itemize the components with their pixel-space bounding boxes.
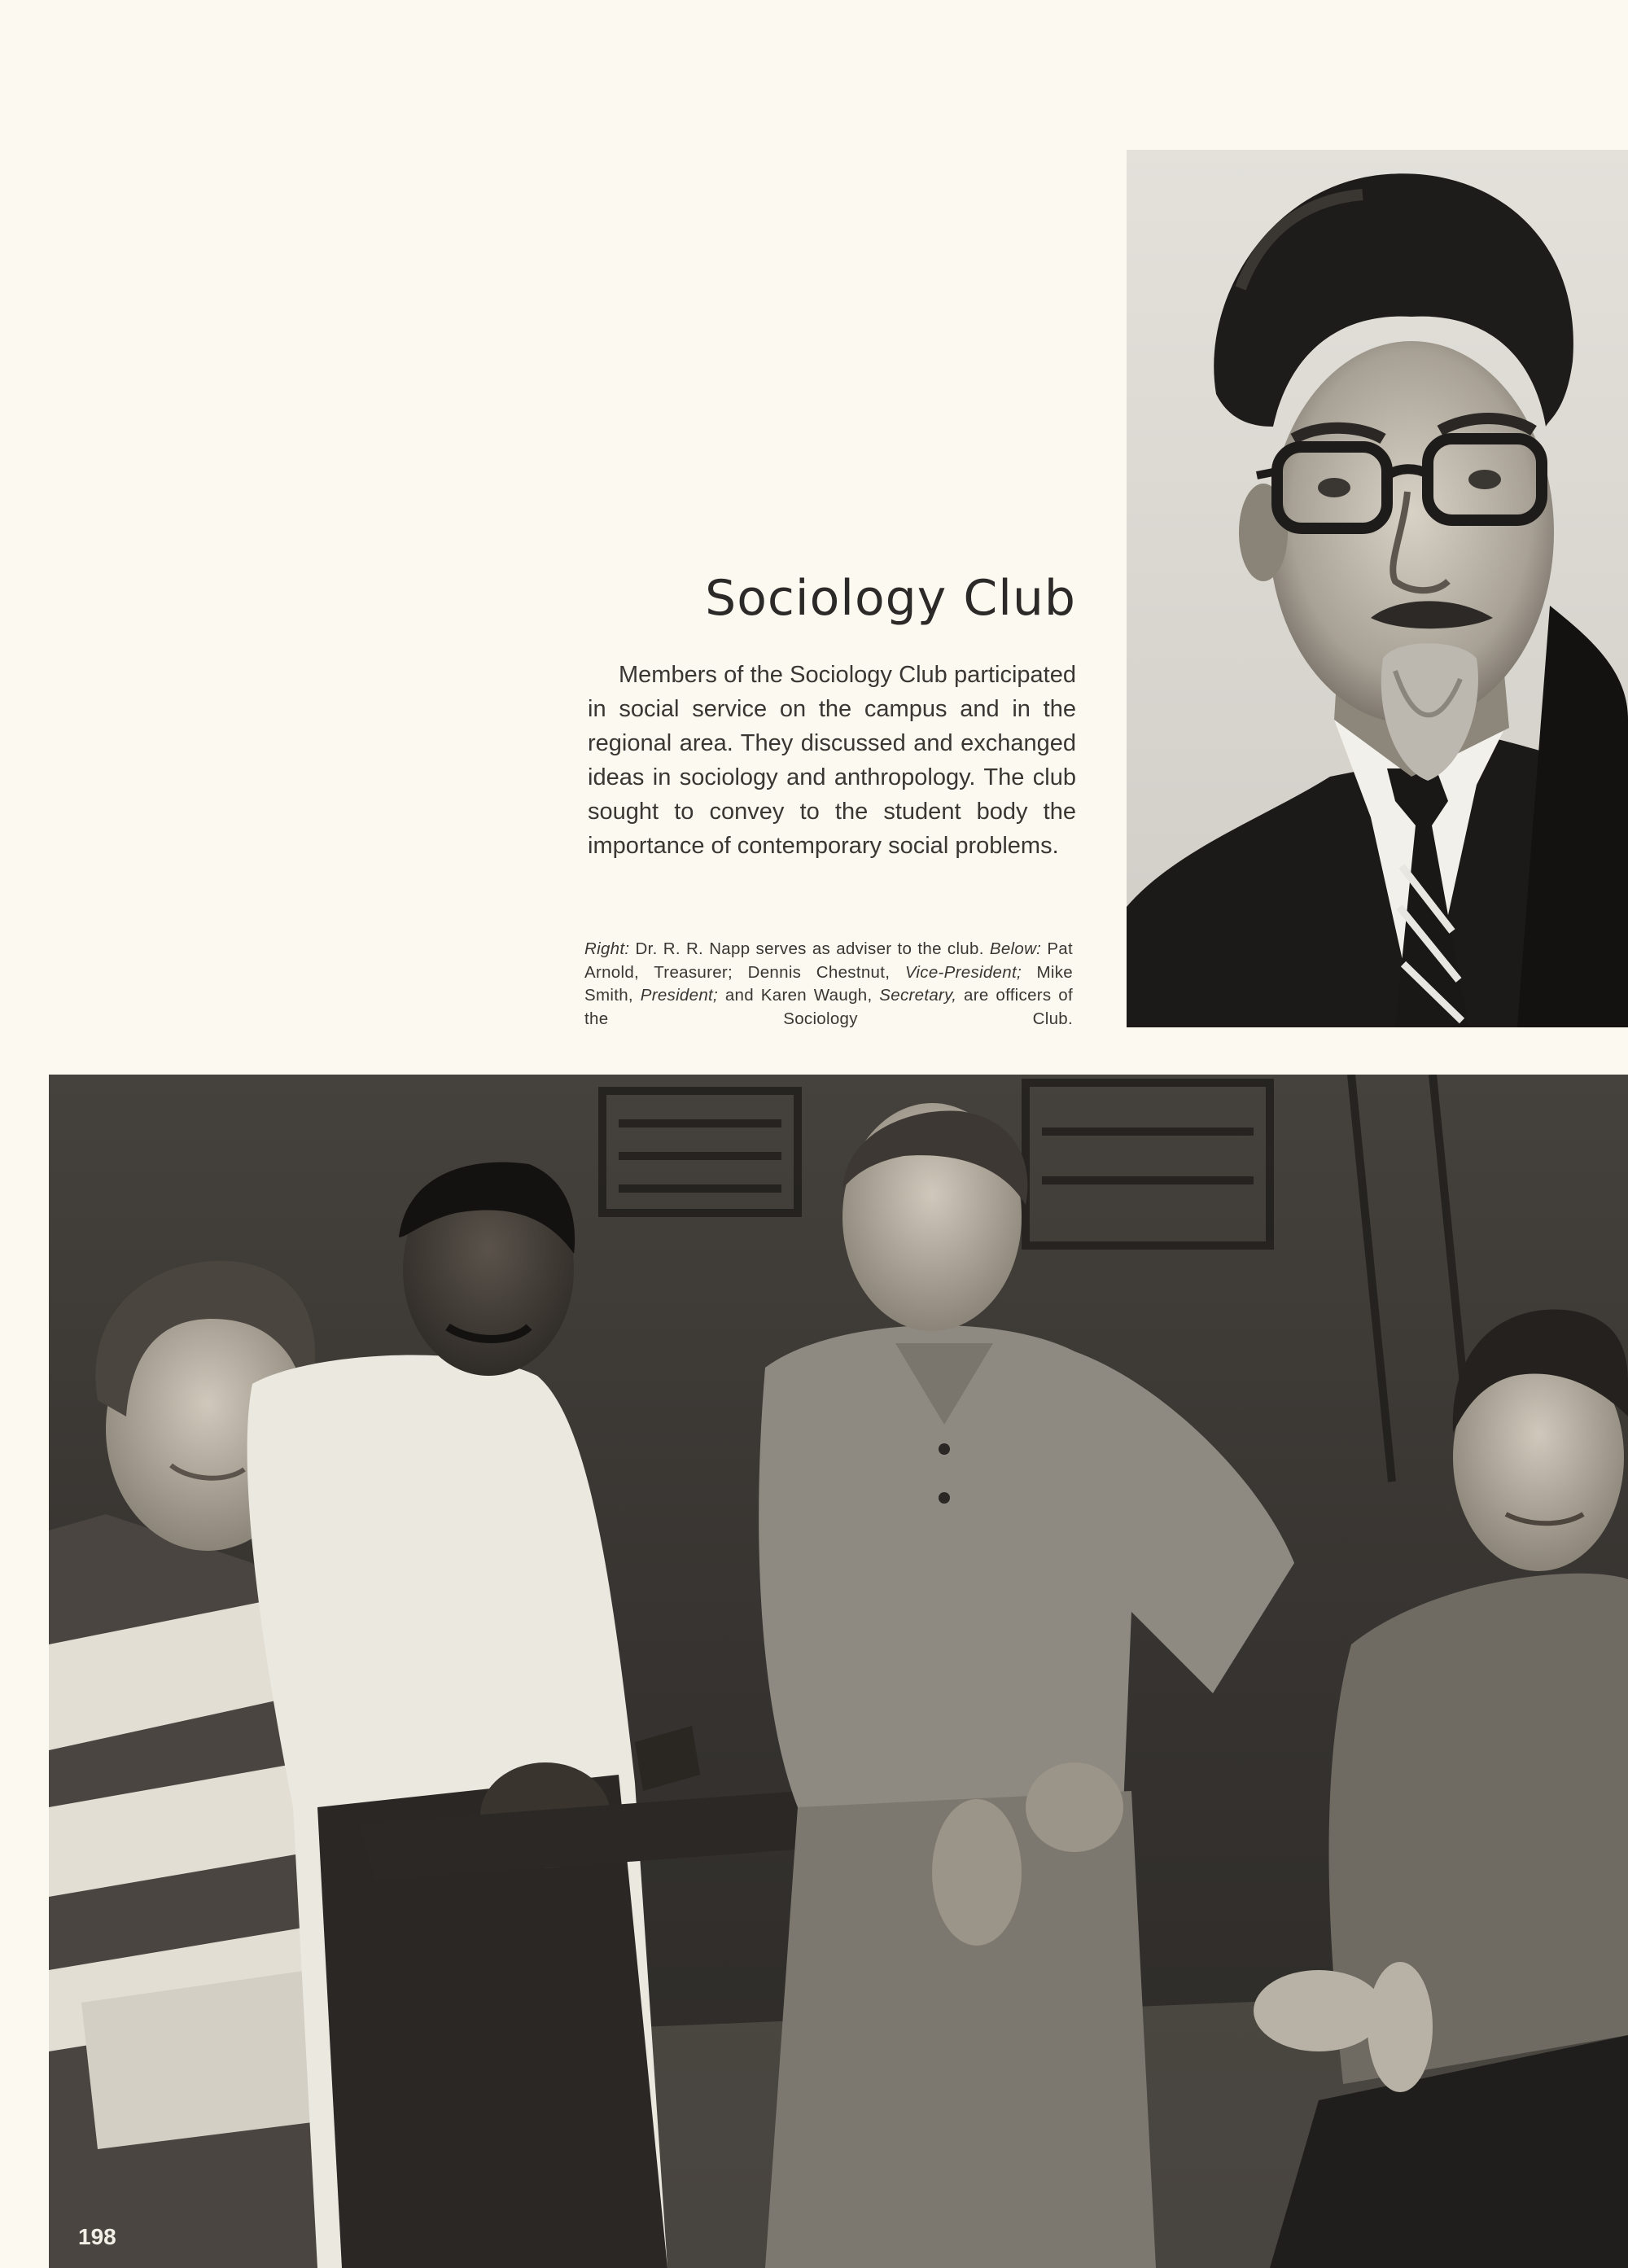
page-number: 198 bbox=[78, 2224, 116, 2249]
caption-role-2: President; bbox=[640, 986, 719, 1005]
caption-right-label: Right: bbox=[584, 939, 630, 958]
caption-tail: are officers of the Sociology Club. bbox=[584, 986, 1073, 1028]
group-illustration bbox=[49, 1075, 1628, 2268]
caption-below-label: Below: bbox=[989, 939, 1042, 958]
caption-officer-1: Pat Arnold, Treasurer; Dennis Chestnut, bbox=[584, 939, 1073, 982]
caption-right-text: Dr. R. R. Napp serves as adviser to the club. bbox=[629, 939, 990, 958]
caption-officer-3: and Karen Waugh, bbox=[718, 986, 880, 1005]
page-title: Sociology Club bbox=[705, 570, 1076, 627]
body-paragraph: Members of the Sociology Club participated in social service on the campus and in the regional area. They discussed and exchanged ideas in sociology and anthropology. The club sought to convey to the student body the importance of contemporary social problems. bbox=[588, 662, 1076, 859]
caption-officer-2: Mike Smith, bbox=[584, 962, 1074, 1005]
caption-role-3: Secretary, bbox=[879, 986, 957, 1005]
adviser-portrait-illustration bbox=[1127, 150, 1628, 1027]
group-photo bbox=[49, 1075, 1628, 2268]
caption-role-1: Vice-President; bbox=[904, 962, 1022, 982]
photo-caption bbox=[584, 938, 1073, 1031]
adviser-photo bbox=[1127, 150, 1628, 1027]
